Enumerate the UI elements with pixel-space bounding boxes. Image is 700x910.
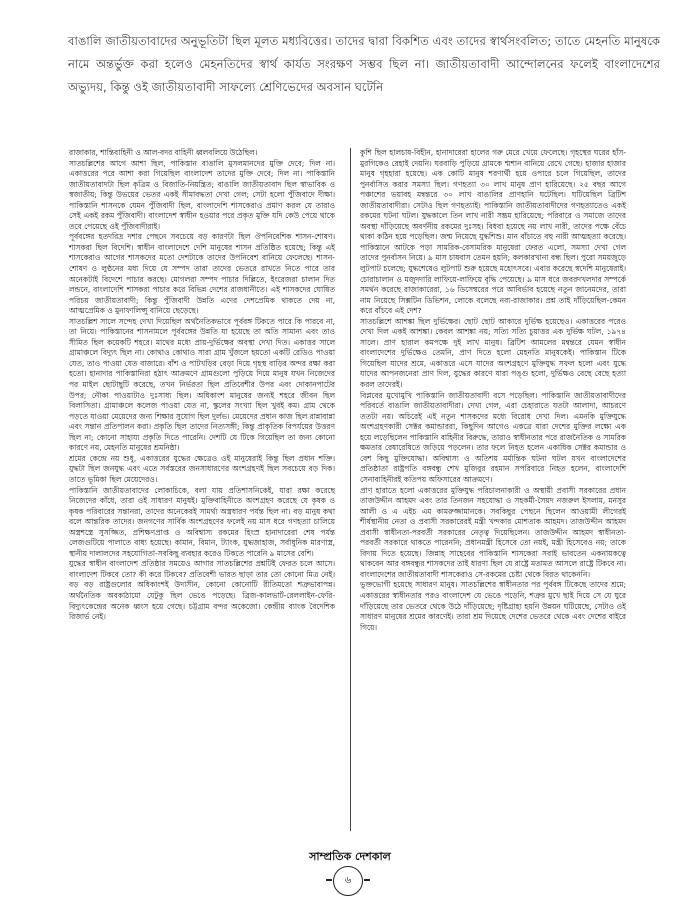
left-paragraph: পূর্ববঙ্গের হতদরিদ্র দশার পেছনে সবচেয়ে বড় কারণটা ছিল ঔপনিবেশিক শাসন-শোষণ। শাসকরা ছিল বিদেশি। স্বাধীন বাংলাদেশে দেশি মানুষের শাসন প্রতিষ্ঠিত হয়েছে; কিন্তু এই শাসকেরাও আগের শাসকদের মতো দেশটাকে তাদের উপনিবেশ বানিয়ে ফেলেছে। শাসন-শোষণ ও লুণ্ঠনের মধ্য দিয়ে যে সম্পদ তারা তাদের ভেতরে রাখতে নিতে পারে তার অনেকটাই বিদেশে পাচার করছে। মোগলরা সম্পদ পাচার দিল্লিতে, ইংরেজরা চালান দিত লন্ডনে, বাংলাদেশি শাসকরা পাচার করে বিভিন্ন দেশের রাজধানীতে। এই শাসকদের ঘোষিত পরিচয় জাতীয়তাবাদী; কিন্তু পুঁজিবাদী উন্নতি এদের দেশপ্রেমিক থাকতে দেয় না, আত্মপ্রেমিক ও মুনাফালিপ্সু বানিয়ে ছেড়েছে।	[69, 232, 335, 316]
left-paragraph: সাতচল্লিশ সালে সন্দেহ দেখা দিয়েছিল অর্থনৈতিকভাবে পূর্ববঙ্গ টিকতে পারে কি পারবে না, তা নিয়ে। পাকিস্তানের শাসনামলে পূর্ববঙ্গের উন্নতি যা হয়েছে তা অতি সামান্য এবং তাও সীমিত ছিল কয়েকটি শহরে। মাথের মধ্যে প্রায়-দুর্ভিক্ষের অবস্থা দেখা দিত। একাত্তর সালে গ্রামাঞ্চলে বিদ্যুৎ ছিল না। কোথাও কোথাও সারা গ্রাম খুঁজলে হয়তো একটি রেডিও পাওয়া যেত, তাও পাওয়া যেত বাজারে। বাঁশ ও পাটখড়ির বেড়া দিয়ে গৃহস্থ বাড়ির অন্দর রক্ষা করা হতো। হানাদার পাকিস্তানিরা হঠাৎ আক্রমণে গ্রামগুলো পুড়িয়ে দিয়ে মানুষ যখন নিজেদের পর মাইল ছোটাছুটি করেছে, তখন নির্ভরতা ছিল প্রতিবেশীর উপর এবং দোকানপাটের উপর; নৌকা পাওয়াটাও দুঃসাধ্য ছিল। অধিকাংশ মানুষের জন্যই শহরে জীবন ছিল বিলাসিতা। গ্রামাঞ্চলে কলেজ পাওয়া যেত না, স্কুলের সংখ্যা ছিল খুবই কম। গ্রাম থেকে পড়তে যাওয়া মেয়েদের জন্য শিক্ষার সুযোগ ছিল দুর্লভ। মেয়েদের প্রধান কাজ ছিল রান্নাবান্না এবং সন্তান প্রতিপালন করা। প্রকৃতি ছিল তাদের নিত্যসঙ্গী; কিন্তু প্রাকৃতিক বিপর্যয়ের উত্তরণ ছিল না; কোনো সাহায্য প্রকৃতি দিতে পারেনি। দেশটি যে টিকে গিয়েছিল তা জন্য কোনো কারণে নয়, মেহনতি মানুষের শ্রমনিষ্ঠা।	[69, 316, 335, 453]
pull-quote: বাঙালি জাতীয়তাবাদের অনুভূতিটা ছিল মূলত মধ্যবিত্তের। তাদের দ্বারা বিকশিত এবং তাদের স্বার্থসংবলিত; তাতে মেহনতি মানুষকে নামে অন্তর্ভুক্ত করা হলেও মেহনতিদের স্বার্থ কার্যত সংরক্ষণ সম্ভব ছিল না। জাতীয়তাবাদী আন্দোলনের ফলেই বাংলাদেশের অভ্যুদয়, কিন্তু ওই জাতীয়তাবাদী সাফল্যে শ্রেণিভেদের অবসান ঘটেনি	[68, 34, 660, 94]
page-number-badge	[333, 866, 363, 896]
right-paragraph: কুশি ছিল হালচাষ-বিহীন, হানাদারেরা হালের গরু মেরে খেয়ে ফেলেছে। গৃহস্থের ঘরের হাঁস-মুরগিকেও রেহাই দেয়নি। ঘরবাড়ি পুড়িয়ে গ্রামকে শ্মশান বানিয়ে রেখে গেছে। হাজার হাজার মানুষ গৃহহারা হয়েছে। এক কোটি মানুষ শরণার্থী হয়ে ওপারে চলে গিয়েছিল, তাদের পুনর্বাসিত করার সমস্যা ছিল। গণহত্যা ৩০ লাখ মানুষ প্রাণ হারিয়েছে। ২৫ বছর আগে পঞ্চাশের ভয়াবহ মন্বন্তরে ৩০ লাখ বাঙালির প্রাণহানি ঘটেছিল। ঘটিয়েছিল ব্রিটিশ জাতীয়তাবাদীরা। সেটাও ছিল গণহত্যাই। পাকিস্তানি জাতীয়তাবাদীদের গণহত্যাতেও একই রকমের ঘটনা ঘটল। যুদ্ধকালে তিন লাখ নারী সম্ভ্রম হারিয়েছে; পরিবারে ও সমাজে তাদের অবস্থা দাঁড়িয়েছে অবর্ণনীয় রকমের দুঃসহ। বিধবা হয়েছে নয় লাখ নারী, তাদের পক্ষে বেঁচে থাকা কঠিন হয়ে পড়েছিল। জন্ম নিয়েছে যুদ্ধশিশু। মান বাঁচাতে বহু নারী আত্মহত্যা করেছে। পাকিস্তানে আটকে পড়া সামরিক-বেসামরিক মানুষেরা ফেরত এলো, সমস্যা দেখা গেল তাদের পুনর্বাসন নিয়ে। ৯ মাস চাষবাস তেমন হয়নি; কলকারখানা বন্ধ ছিল। পুরো সময়জুড়ে লুটপাট চলেছে; যুদ্ধশেষেও লুটপাট শুরু হয়েছে মহোৎসবে। এবার করেছে স্বদেশি মানুষেরাই। চোরাচালান ও মজুদদারি লাফিয়ে-লাফিয়ে বৃদ্ধি পেয়েছে। ৯ মাস ধরে জবরদখলদার সম্পর্কে সমর্থন করেছে রাজাকারেরা, ১৬ ডিসেম্বরের পরে আবির্ভাব হয়েছে নতুন জানেমদের, তারা নাম নিয়েছে সিক্সটিন ডিভিশন, লোকে বলেছে নব্য-রাজাকার। প্রশ্ন তাই দাঁড়িয়েছিল-কেমন করে বাঁচবে এই দেশ?	[360, 148, 626, 316]
publication-title: সাম্প্রতিক দেশকাল	[309, 850, 391, 863]
page-number: ৬	[344, 875, 352, 886]
right-paragraph: বিপ্লবের মুখোমুখি পাকিস্তানি জাতীয়তাবাদী বসে পড়েছিল। পাকিস্তানি জাতীয়তাবাদীদের পরিবর্তে বাঙালি জাতীয়তাবাদীরা। দেখা গেল, এরা চেহারাতে যতটা আলাদা, আচরণে ততটা নয়। অচিরেই এই নতুন শাসকদের মধ্যে বিরোধ দেখা দিল। এমনকি মুক্তিযুদ্ধে অংশগ্রহণকারী সেক্টর কমান্ডাররা, কিছুদিন আগেও একত্রে যারা দেশের মুক্তির লক্ষ্যে এক হয়ে লড়েছিলেন পাকিস্তানি বাহিনীর বিরুদ্ধে, তারাও স্বাধীনতার পরে রাজনৈতিক ও সামরিক ক্ষমতার রেষারেষিতে জড়িয়ে পড়লেন। তার ফলে নিহত হলেন একাধিক সেক্টর কমান্ডার ও বেশ কিছু মুক্তিযোদ্ধা। অবিশ্বাস্য ও অতিশয় মর্মান্তিক ঘটনা ঘটল যখন বাংলাদেশের প্রতিষ্ঠাতা রাষ্ট্রপতি বঙ্গবন্ধু শেখ মুজিবুর রহমান সপরিবারে নিহত হলেন, বাংলাদেশি সেনাবাহিনীরই কতিপয় অফিসারের আক্রমণে।	[360, 390, 626, 484]
left-paragraph: শ্রমের কেন্দ্রে নয় শুধু, একাত্তরের যুদ্ধের ক্ষেত্রেও ওই মানুষেরাই কিন্তু ছিল প্রধান শক্তি। যুদ্ধটা ছিল জনযুদ্ধ এবং এতে সর্বস্তরের জনসাধারণের অংশগ্রহণই ছিল সবচেয়ে বড় দিক। তাতে ভূমিকা ছিল মেয়েদেরও।	[69, 453, 335, 484]
right-paragraph: ভুক্তভোগী হয়েছে সাধারণ মানুষ। সাতচল্লিশের স্বাধীনতার পর পূর্ববঙ্গ টিকেছে তাদের শ্রমে; একাত্তরের স্বাধীনতার পরও বাংলাদেশ যে ভেঙে পড়েনি, শত্রুর মুখে ছাই দিয়ে সে যে ঘুরে দাঁড়িয়েছে তার ভেতরে থেকে উঠে দাঁড়িয়েছে; দৃষ্টিগ্রাহ্য হয়নি উন্নয়ন ঘটিয়েছে, সেটাও ওই সাধারণ মানুষের শ্রমের কারণেই। তারা শ্রম দিয়েছে দেশের ভেতরে থেকে এবং দেশের বাইরে গিয়ে।	[360, 580, 626, 632]
right-paragraph: প্রাণ হারাতে হলো একাত্তরের মুক্তিযুদ্ধ পরিচালনাকারী ও অস্থায়ী প্রবাসী সরকারের প্রধান তাজউদ্দীন আহমদ এবং তার তিনজন সহযোদ্ধা ও সহকর্মী-সৈয়দ নজরুল ইসলাম, মনসুর আলী ও এ এইচ এম কামরুজ্জামানকে। সবকিছুর পেছনে ছিলেন আওয়ামী লীগেরই শীর্ষস্থানীয় নেতা ও প্রবাসী সরকারেরই মন্ত্রী খন্দকার মোশতাক আহমদ। তাজউদ্দীন আহমদ প্রবাসী স্বাধীনতা-পরবর্তী সরকারের নেতৃত্ব দিয়েছিলেন। তাজউদ্দীন আহমদ স্বাধীনতা-পরবর্তী সরকারে থাকতে পারেননি; প্রধানমন্ত্রী হিসেবে তো নয়ই, মন্ত্রী হিসেবেও নয়; তাকে বিদায় দিতে হয়েছে। জিন্নাহ সাহেবের পাকিস্তানি শাসকেরা সবাই ভাবতেন একনায়কত্বে থাকবেন আর বঙ্গবন্ধুর শাসকদের তাই ধারণা ছিল যে রাষ্ট্রে মতামত আসলে রাষ্ট্রে টিকবে না। বাংলাদেশের জাতীয়তাবাদী শাসকেরাও সে-রকমের চেষ্টা থেকে বিরত থাকেননি।	[360, 485, 626, 579]
ornament-left	[326, 879, 332, 881]
left-column	[69, 148, 335, 623]
left-paragraph: পাকিস্তানি জাতীয়তাবাদের লোকাচিকে, বলা যায় প্রতিশাসনিকেই, যারা রক্ষা করেছে নিজেদের কাঁধে, তারা ওই সাধারণ মানুষই। মুক্তিবাহিনীতে অংশগ্রহণ করেছে যে কৃষক ও কৃষক পরিবারের সন্তানরা, তাদের অনেকেরই সামর্থ্য অস্ত্রধারণ পর্যন্ত ছিল না। বড় মানুষ কথা বলে আন্তরিক তাদের। জনগণের সার্বিক অংশগ্রহণের ফলেই নয় মাস ধরে গণহত্যা চালিয়ে অস্ত্রশস্ত্রে সুসজ্জিত, প্রশিক্ষণপ্রাপ্ত ও অবিশ্বাস্য রকমের হিংস্র হানাদারেরা শেষ পর্যন্ত লেজগুটিয়ে পালাতে বাধ্য হয়েছে। কামান, বিমান, ট্যাংক, যুদ্ধজাহাজ, সর্বাধুনিক মারণাস্ত্র, স্থানীয় দালালদের সহযোগিতা-সবকিছু ব্যবহার করেও টিকতে পারেনি ৯ মাসের বেশি।	[69, 485, 335, 558]
left-paragraph: সাতচল্লিশের আগে আশা ছিল, পাকিস্তান বাঙালি মুসলমানদের মুক্তি দেবে; দিল না। একাত্তরের পরে আশা করা গিয়েছিল বাংলাদেশ তাদের মুক্তি দেবে; দিল না। পাকিস্তানি জাতীয়তাবাদটা ছিল কৃত্রিম ও বিজাতি-নিয়ন্ত্রিত; বাঙালি জাতীয়তাবাদ ছিল স্বাভাবিক ও স্বজাতীয়; কিন্তু উভয়ের ভেতর একই সীমাবদ্ধতা দেখা গেল; সেটা হলো পুঁজিবাদে দীক্ষা। পাকিস্তানি শাসনকে যেমন পুঁজিবাদী ছিল, বাংলাদেশি শাসকেরাও প্রমাণ করল যে তারাও সেই একই রকম পুঁজিবাদী। বাংলাদেশ স্বাধীন হওয়ার পরে প্রকৃত মুক্তি যদি কেউ পেয়ে থাকে তবে পেয়েছে ওই পুঁজিবাদীরাই।	[69, 158, 335, 231]
right-column	[360, 148, 626, 633]
left-paragraph: যুদ্ধের স্বাধীন বাংলাদেশ প্রতিষ্ঠার সময়েও আগার সাতচল্লিশের প্রশ্নটিই ফেরত চলে আসে। বাংলাদেশ টিকবে তো? কী করে টিকবে? প্রতিবেশী ভারত ছাড়া তার তো কোনো মিত্র নেই। বড় বড় রাষ্ট্রগুলোর অধিকাংশই উদাসীন, কোনো কোনোটি রীতিমতো শত্রুভাবাপন্ন। অর্থনৈতিক অবকাঠামো যেটুকু ছিল ভেঙে পড়েছে। ব্রিজ-কালভার্ট-রেললাইন-ফেরি-বিদ্যুৎকেন্দ্রের অনেক ধ্বংস হয়ে গেছে। চট্টগ্রাম বন্দর অকেজো। কেন্দ্রীয় ব্যাংক বৈদেশিক রিজার্ভ নেই।	[69, 559, 335, 622]
right-paragraph: সাতচল্লিশে আশঙ্কা ছিল দুর্ভিক্ষের। ছোট ছোট আকারে দুর্ভিক্ষ হয়েছেও। একাত্তরের পরেও দেখা দিল একই আশঙ্কা। কেবল আশঙ্কা নয়; সত্যি সত্যি চুয়াত্তর এক দুর্ভিক্ষ ঘটল, ১৯৭৪ সালে। প্রাণ হারাল কমপক্ষে দুই লাখ মানুষ। ব্রিটিশ আমলের মন্বন্তরে যেমন স্বাধীন বাংলাদেশের দুর্ভিক্ষেও তেমনি, প্রাণ দিতে হলো মেহনতি মানুষকেই। পাকিস্তান টিকে গিয়েছিল যাদের শ্রমে, একাত্তরে এসে যাদের অংশগ্রহণে মুক্তিযুদ্ধ সফল হলো এবং যুদ্ধে যাদের আপনজনেরা প্রাণ দিল, যুদ্ধের কারণে যারা পঙ্গু হলো, দুর্ভিক্ষও বেছে বেছে হত্যা করল তাদেরই।	[360, 316, 626, 390]
ornament-right	[364, 879, 370, 881]
left-paragraph: রাজাকার, শান্তিবাহিনী ও আল-বদর বাহিনী ধ্বলবলিয়ে উঠেছিল।	[69, 148, 258, 157]
column-divider	[350, 148, 351, 831]
